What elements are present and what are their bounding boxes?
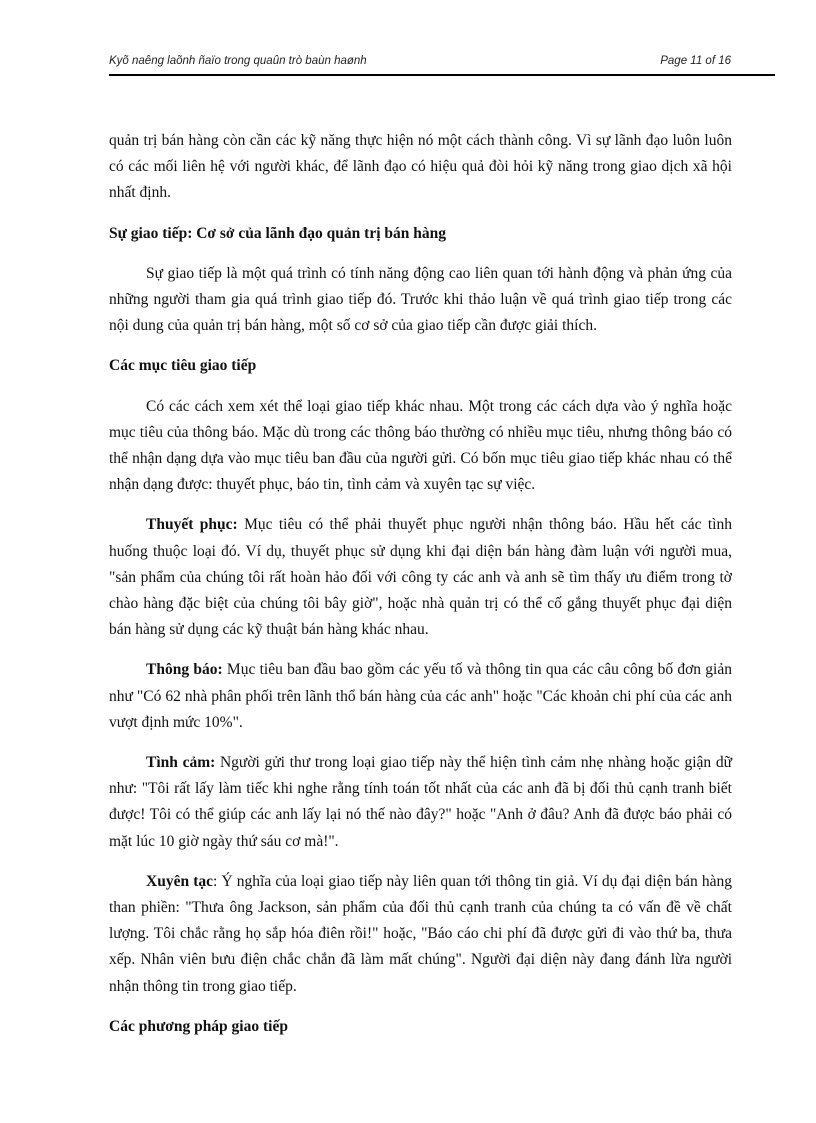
paragraph-goals: Có các cách xem xét thể loại giao tiếp khác nhau. Một trong các cách dựa vào ý nghĩa hoặc mục tiêu của thông báo. Mặc dù trong các thông báo thường có nhiều mục tiêu, nhưng thông báo có thể nhận dạng dựa vào mục tiêu ban đầu của người gửi. Có bốn mục tiêu giao tiếp khác nhau có thể nhận dạng được: thuyết phục, báo tin, tình cảm và xuyên tạc sự việc. — [109, 397, 732, 494]
text-distortion: : Ý nghĩa của loại giao tiếp này liên quan tới thông tin giả. Ví dụ đại diện bán hàng than phiền: "Thưa ông Jackson, sản phẩm của đối thủ cạnh tranh của chúng ta có vấn đề về chất lượng. Tôi chắc rằng họ sắp hóa điên rồi!" hoặc, "Báo cáo chi phí đã được gửi đi vào thứ ba, thưa xếp. Nhân viên bưu điện chắc chắn đã làm mất chúng". Người đại diện này đang đánh lừa người nhận thông tin trong giao tiếp. — [109, 872, 733, 995]
heading-communication-goals: Các mục tiêu giao tiếp — [109, 357, 257, 375]
paragraph-intro: quản trị bán hàng còn cần các kỹ năng thực hiện nó một cách thành công. Vì sự lãnh đạo luôn luôn có các mối liên hệ với người khác, để lãnh đạo có hiệu quả đòi hỏi kỹ năng trong giao dịch xã hội nhất định. — [109, 132, 732, 202]
text-persuasion: Mục tiêu có thể phải thuyết phục người nhận thông báo. Hầu hết các tình huống thuộc loại đó. Ví dụ, thuyết phục sử dụng khi đại diện bán hàng đàm luận với người mua, "sản phẩm của chúng tôi rất hoàn hảo đối với công ty các anh và anh sẽ tìm thấy ưu điểm trong tờ chào hàng đặc biệt của chúng tôi bây giờ", hoặc nhà quản trị có thể cố gắng thuyết phục đại diện bán hàng sử dụng các kỹ thuật bán hàng khác nhau. — [109, 516, 732, 639]
header-title: Kyõ naêng laõnh ñaïo trong quaûn trò baùn haønh — [109, 55, 367, 67]
paragraph-communication: Sự giao tiếp là một quá trình có tính năng động cao liên quan tới hành động và phản ứng của những người tham gia quá trình giao tiếp đó. Trước khi thảo luận về quá trình giao tiếp trong các nội dung của quản trị bán hàng, một số cơ sở của giao tiếp cần được giải thích. — [109, 264, 732, 335]
paragraph-distortion — [109, 869, 732, 1000]
paragraph-inform — [109, 657, 732, 736]
lead-inform: Thông báo: — [146, 661, 223, 679]
paragraph-emotion — [109, 750, 732, 855]
text-inform: Mục tiêu ban đầu bao gồm các yếu tố và thông tin qua các câu công bố đơn giản như "Có 62 nhà phân phối trên lãnh thổ bán hàng của các anh" hoặc "Các khoản chi phí của các anh vượt định mức 10%". — [109, 661, 732, 731]
lead-persuasion: Thuyết phục: — [146, 516, 238, 534]
paragraph-persuasion — [109, 512, 732, 643]
lead-emotion: Tình cảm: — [146, 754, 216, 772]
lead-distortion: Xuyên tạc — [146, 872, 213, 890]
page-header — [109, 52, 775, 76]
text-emotion: Người gửi thư trong loại giao tiếp này thể hiện tình cảm nhẹ nhàng hoặc giận dữ như: "Tôi rất lấy làm tiếc khi nghe rằng tính toán tốt nhất của các anh đã bị đối thủ cạnh tranh biết được! Tôi có thể giúp các anh lấy lại nó thế nào đây?" hoặc "Anh ở đâu? Anh đã được báo phải có mặt lúc 10 giờ ngày thứ sáu cơ mà!". — [109, 754, 732, 850]
heading-communication: Sự giao tiếp: Cơ sở của lãnh đạo quản trị bán hàng — [109, 224, 446, 242]
page-number: Page 11 of 16 — [660, 55, 731, 67]
heading-communication-methods: Các phương pháp giao tiếp — [109, 1017, 288, 1035]
document-body — [109, 128, 732, 1054]
